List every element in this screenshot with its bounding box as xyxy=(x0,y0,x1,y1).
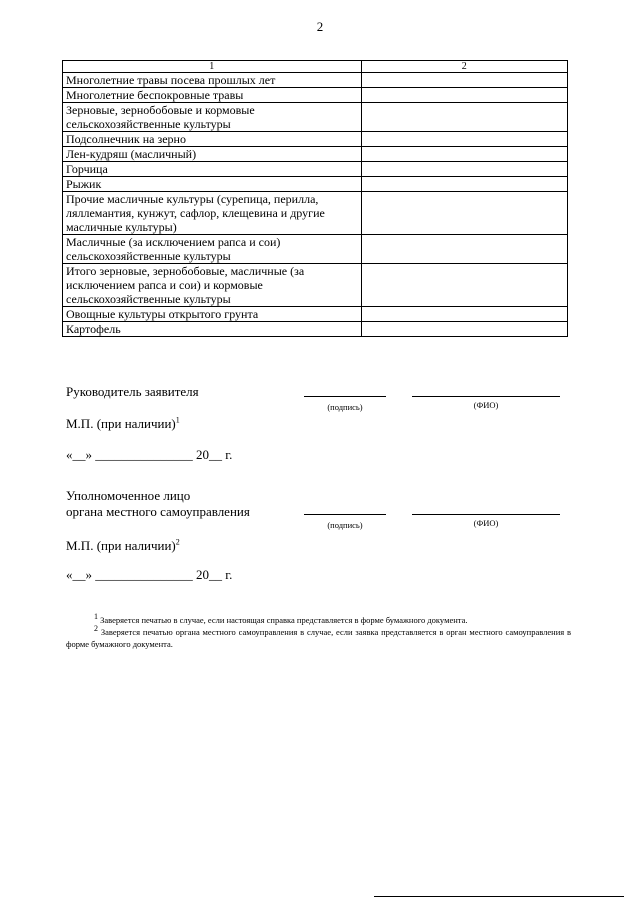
crop-value-cell[interactable] xyxy=(361,192,567,235)
table-row xyxy=(63,88,568,103)
authority-title-line-2: органа местного самоуправления xyxy=(66,504,250,519)
crop-value-cell[interactable] xyxy=(361,322,567,337)
applicant-date: «__» _______________ 20__ г. xyxy=(66,447,233,462)
applicant-signature-caption: (подпись) xyxy=(327,402,363,412)
crop-name-cell: Рыжик xyxy=(63,177,362,192)
authority-date: «__» _______________ 20__ г. xyxy=(66,567,233,582)
crop-name-cell: Горчица xyxy=(63,162,362,177)
crop-name-cell: Масличные (за исключением рапса и сои) сельскохозяйственные культуры xyxy=(63,235,362,264)
applicant-seal xyxy=(66,415,180,432)
table-header-col-2: 2 xyxy=(361,61,567,73)
authority-signature-line[interactable] xyxy=(304,498,386,515)
crop-value-cell[interactable] xyxy=(361,132,567,147)
authority-seal-label: М.П. (при наличии) xyxy=(66,538,176,553)
table-row xyxy=(63,177,568,192)
crop-value-cell[interactable] xyxy=(361,103,567,132)
crop-name-cell: Лен-кудряш (масличный) xyxy=(63,147,362,162)
crop-value-cell[interactable] xyxy=(361,73,567,88)
crop-value-cell[interactable] xyxy=(361,177,567,192)
authority-seal-footnote-mark: 2 xyxy=(175,537,180,547)
crop-name-cell: Подсолнечник на зерно xyxy=(63,132,362,147)
authority-title-line-1: Уполномоченное лицо xyxy=(66,488,191,503)
applicant-signature-line[interactable] xyxy=(304,380,386,397)
applicant-seal-label: М.П. (при наличии) xyxy=(66,416,176,431)
table-row xyxy=(63,162,568,177)
applicant-title: Руководитель заявителя xyxy=(66,384,199,399)
crop-name-cell: Итого зерновые, зернобобовые, масличные (за исключением рапса и сои) и кормовые сельскохозяйственные культуры xyxy=(63,264,362,307)
table-row xyxy=(63,264,568,307)
footnotes xyxy=(66,614,571,650)
applicant-seal-footnote-mark: 1 xyxy=(175,415,180,425)
authority-name-caption: (ФИО) xyxy=(473,518,499,528)
table-row xyxy=(63,73,568,88)
crop-value-cell[interactable] xyxy=(361,162,567,177)
crop-name-cell: Многолетние травы посева прошлых лет xyxy=(63,73,362,88)
crop-value-cell[interactable] xyxy=(361,88,567,103)
table-row xyxy=(63,322,568,337)
crop-value-cell[interactable] xyxy=(361,147,567,162)
bottom-rule xyxy=(374,896,624,897)
crop-value-cell[interactable] xyxy=(361,264,567,307)
table-header-col-1: 1 xyxy=(63,61,362,73)
table-row xyxy=(63,103,568,132)
authority-seal xyxy=(66,537,180,554)
page-number: 2 xyxy=(316,19,324,34)
footnote-2: 2 Заверяется печатью органа местного самоуправления в случае, если заявка представляется в орган местного самоуправления в форме бумажного документа. xyxy=(66,624,572,649)
table-row xyxy=(63,307,568,322)
crops-table xyxy=(62,60,568,337)
crop-value-cell[interactable] xyxy=(361,307,567,322)
table-row xyxy=(63,235,568,264)
table-row xyxy=(63,192,568,235)
table-header-row xyxy=(63,61,568,73)
applicant-name-caption: (ФИО) xyxy=(473,400,499,410)
crop-name-cell: Овощные культуры открытого грунта xyxy=(63,307,362,322)
table-row xyxy=(63,132,568,147)
crop-value-cell[interactable] xyxy=(361,235,567,264)
crop-name-cell: Прочие масличные культуры (сурепица, перилла, ляллемантия, кунжут, сафлор, клещевина и другие масличные культуры) xyxy=(63,192,362,235)
crop-name-cell: Картофель xyxy=(63,322,362,337)
crop-name-cell: Многолетние беспокровные травы xyxy=(63,88,362,103)
authority-signature-caption: (подпись) xyxy=(327,520,363,530)
table-row xyxy=(63,147,568,162)
applicant-name-line[interactable] xyxy=(412,380,560,397)
crop-name-cell: Зерновые, зернобобовые и кормовые сельскохозяйственные культуры xyxy=(63,103,362,132)
authority-name-line[interactable] xyxy=(412,498,560,515)
footnote-1: 1 Заверяется печатью в случае, если настоящая справка представляется в форме бумажного документа. xyxy=(94,612,468,625)
